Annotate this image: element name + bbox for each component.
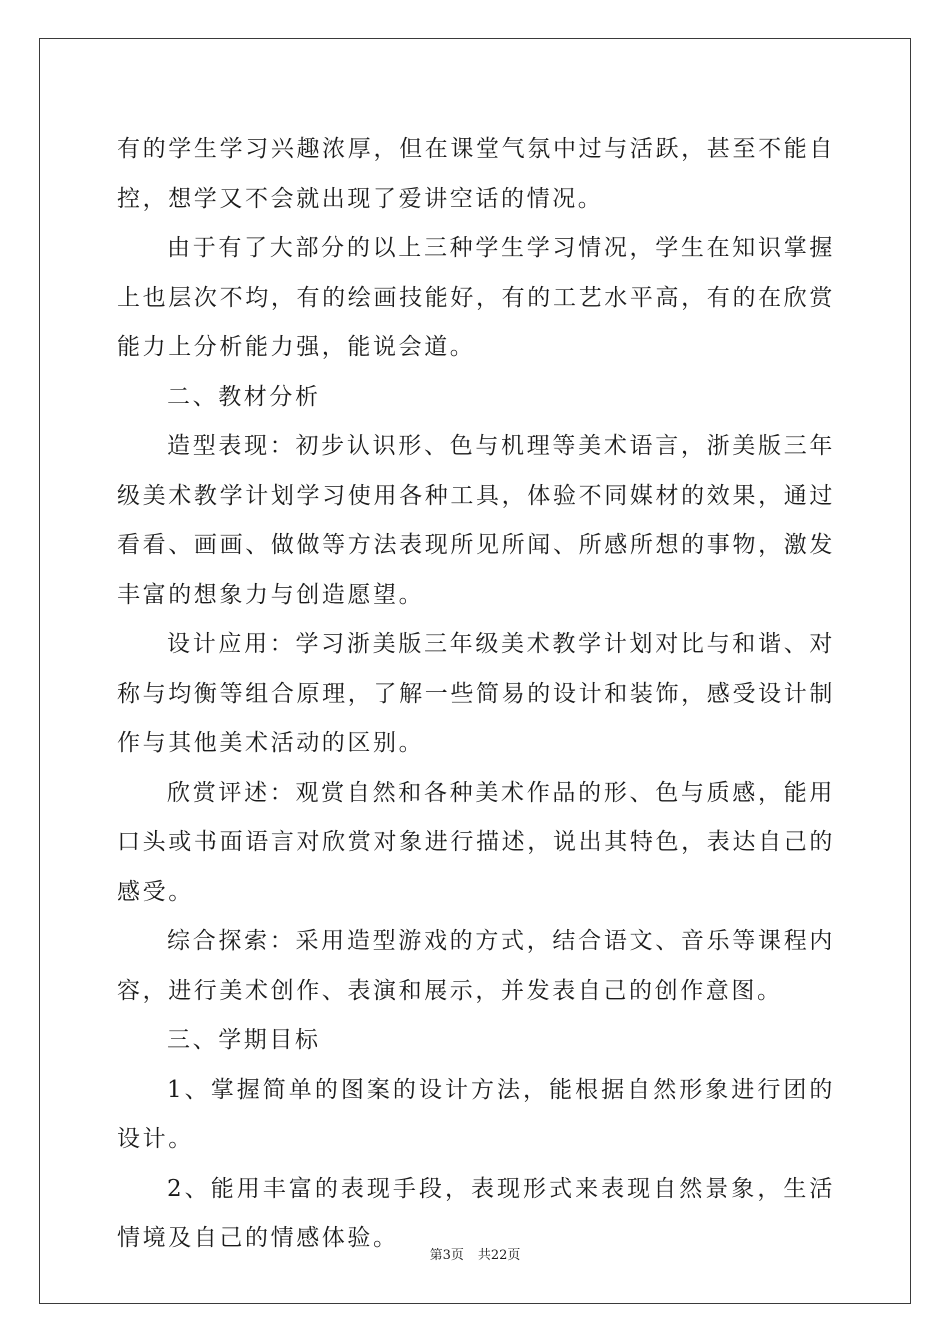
paragraph: 设计应用：学习浙美版三年级美术教学计划对比与和谐、对称与均衡等组合原理，了解一些简易的设计和装饰，感受设计制作与其他美术活动的区别。: [117, 631, 835, 756]
section-heading: 二、教材分析: [167, 383, 321, 410]
list-item: 1、掌握简单的图案的设计方法，能根据自然形象进行团的设计。: [117, 1076, 835, 1152]
paragraph: 综合探索：采用造型游戏的方式，结合语文、音乐等课程内容，进行美术创作、表演和展示，并发表自己的创作意图。: [117, 928, 835, 1004]
page-total: 共22页: [477, 1248, 521, 1263]
paragraph: 欣赏评述：观赏自然和各种美术作品的形、色与质感，能用口头或书面语言对欣赏对象进行描述，说出其特色，表达自己的感受。: [117, 779, 835, 905]
page-number: 第3页: [429, 1248, 464, 1263]
paragraph: 造型表现：初步认识形、色与机理等美术语言，浙美版三年级美术教学计划学习使用各种工具，体验不同媒材的效果，通过看看、画画、做做等方法表现所见所闻、所感所想的事物，激发丰富的想象力与创造愿望。: [117, 433, 835, 608]
document-body: [117, 125, 835, 1264]
section-heading: 三、学期目标: [167, 1027, 321, 1053]
paragraph: 由于有了大部分的以上三种学生学习情况，学生在知识掌握上也层次不均，有的绘画技能好，有的工艺水平高，有的在欣赏能力上分析能力强，能说会道。: [117, 235, 835, 360]
list-item: 2、能用丰富的表现手段，表现形式来表现自然景象，生活情境及自己的情感体验。: [117, 1175, 835, 1251]
page-footer: [0, 1247, 950, 1265]
paragraph: 有的学生学习兴趣浓厚，但在课堂气氛中过与活跃，甚至不能自控，想学又不会就出现了爱讲空话的情况。: [117, 136, 835, 212]
